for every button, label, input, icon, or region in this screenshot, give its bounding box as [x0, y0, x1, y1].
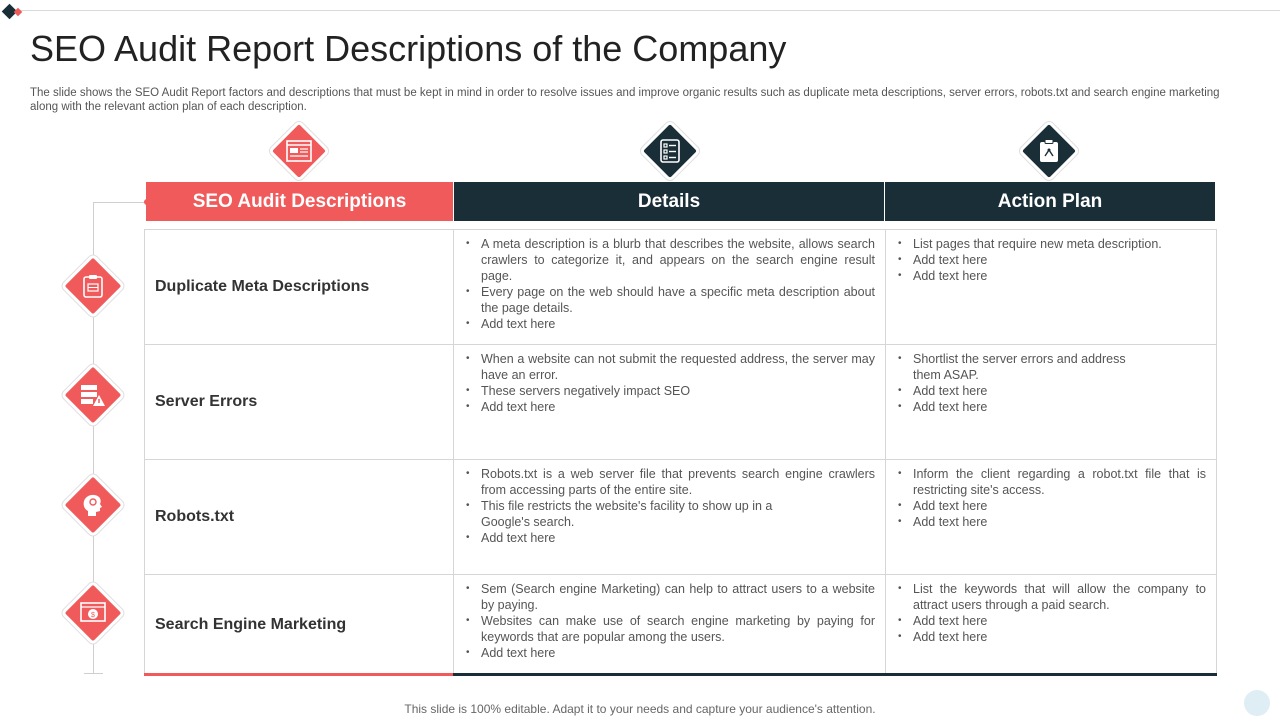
list-item: • Robots.txt is a web server file that prevents search engine crawlers from accessing parts of the entire site.	[464, 466, 875, 498]
table-row	[145, 230, 1216, 345]
list-item: • Every page on the web should have a specific meta description about the page details.	[464, 284, 875, 316]
list-item: • Add text here	[896, 399, 1206, 415]
row-title: Search Engine Marketing	[145, 575, 454, 674]
search-dollar-icon	[60, 580, 125, 645]
top-rule	[16, 10, 1280, 11]
list-item: • Add text here	[464, 530, 875, 546]
footer-note: This slide is 100% editable. Adapt it to your needs and capture your audience's attention.	[404, 702, 876, 716]
list-item: • List the keywords that will allow the company to attract users through a paid search.	[896, 581, 1206, 613]
row-details	[454, 575, 886, 674]
header-action-plan: Action Plan	[885, 182, 1215, 221]
connector-cap	[84, 673, 103, 674]
page-title: SEO Audit Report Descriptions of the Company	[30, 28, 787, 69]
audit-table	[144, 229, 1217, 675]
robot-head-icon	[60, 472, 125, 537]
row-actions	[886, 345, 1216, 459]
connector-dot	[144, 199, 150, 205]
clipboard-icon	[60, 253, 125, 318]
server-warning-icon	[60, 362, 125, 427]
list-item: • Add text here	[896, 252, 1206, 268]
row-details	[454, 230, 886, 344]
list-item: • Add text here	[464, 645, 875, 661]
table-bottom-accent-red	[144, 673, 453, 676]
row-details	[454, 460, 886, 574]
list-item: • These servers negatively impact SEO	[464, 383, 875, 399]
table-row	[145, 345, 1216, 460]
list-item: • Add text here	[896, 498, 1206, 514]
row-title: Server Errors	[145, 345, 454, 459]
table-row	[145, 575, 1216, 674]
page-subtitle: The slide shows the SEO Audit Report factors and descriptions that must be kept in mind in order to resolve issues and improve organic results such as duplicate meta descriptions, server errors, robots.txt and search engine marketing along with the relevant action plan of each description.	[30, 87, 1220, 113]
clipboard-plan-icon	[1018, 120, 1080, 182]
row-actions	[886, 460, 1216, 574]
table-bottom-accent-dark	[453, 673, 1217, 676]
list-item: • Shortlist the server errors and address them ASAP.	[896, 351, 1206, 383]
row-actions	[886, 230, 1216, 344]
checklist-icon	[639, 120, 701, 182]
list-item: • Add text here	[896, 383, 1206, 399]
list-item: • A meta description is a blurb that describes the website, allows search crawlers to categorize it, and appears on the search engine result page.	[464, 236, 875, 284]
list-item: • Add text here	[464, 316, 875, 332]
list-item: • Sem (Search engine Marketing) can help to attract users to a website by paying.	[464, 581, 875, 613]
row-title: Robots.txt	[145, 460, 454, 574]
website-layout-icon	[268, 120, 330, 182]
list-item: • Add text here	[896, 268, 1206, 284]
corner-decoration	[1244, 690, 1270, 716]
list-item: • Inform the client regarding a robot.txt file that is restricting site's access.	[896, 466, 1206, 498]
row-details	[454, 345, 886, 459]
header-seo-audit-descriptions: SEO Audit Descriptions	[146, 182, 453, 221]
list-item: • Add text here	[896, 514, 1206, 530]
header-details: Details	[454, 182, 884, 221]
list-item: • List pages that require new meta description.	[896, 236, 1206, 252]
row-actions	[886, 575, 1216, 674]
list-item: • Websites can make use of search engine marketing by paying for keywords that are popular among the users.	[464, 613, 875, 645]
list-item: • Add text here	[896, 629, 1206, 645]
list-item: • Add text here	[464, 399, 875, 415]
row-title: Duplicate Meta Descriptions	[145, 230, 454, 344]
list-item: • When a website can not submit the requested address, the server may have an error.	[464, 351, 875, 383]
connector-branch	[93, 202, 146, 203]
list-item: • This file restricts the website's facility to show up in a Google's search.	[464, 498, 875, 530]
list-item: • Add text here	[896, 613, 1206, 629]
svg-text:$: $	[91, 612, 95, 619]
table-row	[145, 460, 1216, 575]
